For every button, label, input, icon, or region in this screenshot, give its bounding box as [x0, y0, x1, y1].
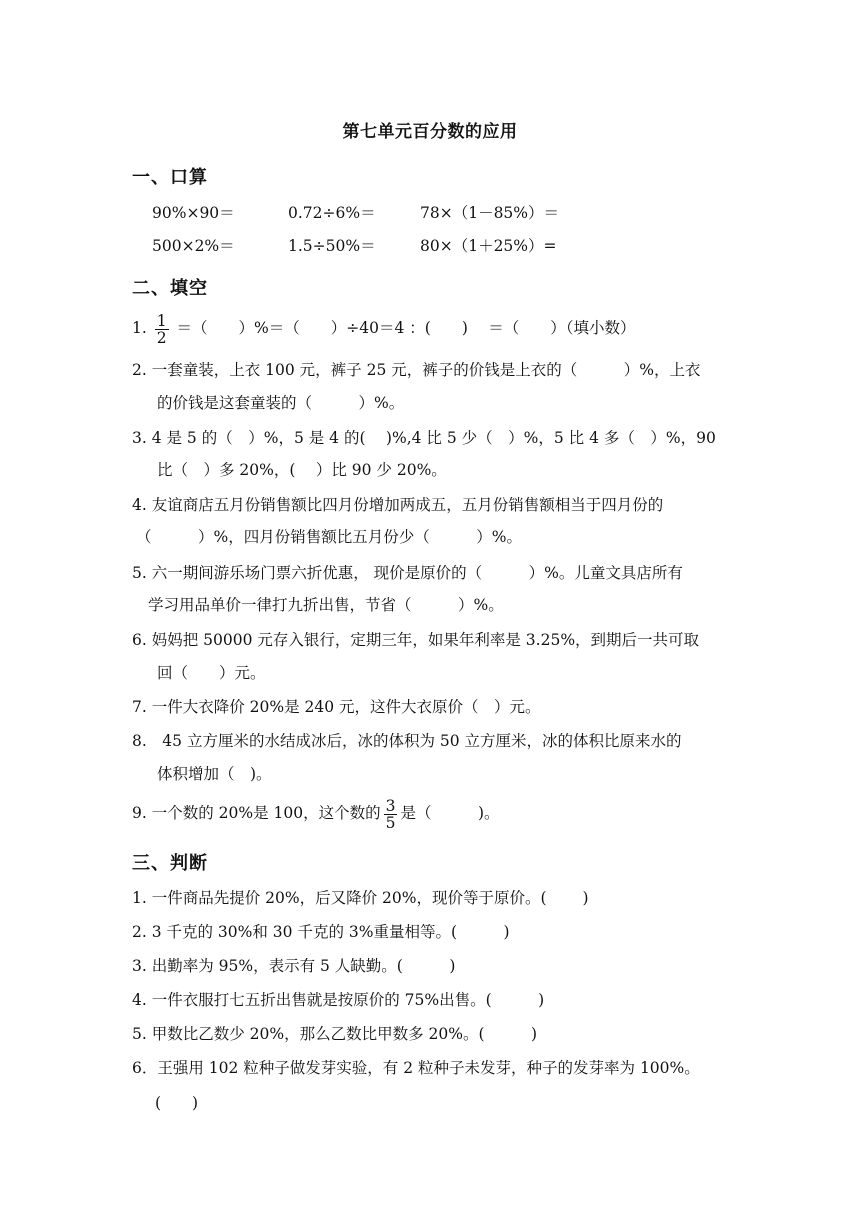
fill-question-7: 7. 一件大衣降价 20%是 240 元，这件大衣原价（ ）元。 [132, 698, 541, 716]
fill-question-8-cont: 体积增加（ )。 [157, 765, 272, 783]
fill-question-4-cont: （ ）%，四月份销售额比五月份少（ ）%。 [136, 528, 522, 546]
judge-question-6: 6．王强用 102 粒种子做发芽实验，有 2 粒种子未发芽，种子的发芽率为 100%。 [132, 1059, 700, 1077]
judge-question-2: 2. 3 千克的 30%和 30 千克的 3%重量相等。( ) [132, 923, 510, 941]
fraction-one-half: $\frac{1}{2}$ [156, 311, 167, 347]
oral-item: 500×2%＝ [152, 237, 235, 255]
fill-question-1 [132, 308, 636, 348]
fill-question-5-cont: 学习用品单价一律打九折出售，节省（ ）%。 [148, 596, 504, 614]
page-title: 第七单元百分数的应用 [342, 122, 518, 142]
fill-question-8: 8. 45 立方厘米的水结成冰后，冰的体积为 50 立方厘米，冰的体积比原来水的 [132, 732, 682, 750]
question-text: 是（ )。 [400, 804, 500, 822]
judge-question-1: 1. 一件商品先提价 20%，后又降价 20%，现价等于原价。( ) [132, 889, 589, 907]
fill-question-9 [132, 793, 500, 833]
oral-item: 78×（1－85%）＝ [420, 204, 560, 222]
question-number: 1. [132, 319, 147, 337]
judge-question-3: 3. 出勤率为 95%，表示有 5 人缺勤。( ) [132, 957, 456, 975]
section-heading-fill: 二、填空 [132, 278, 208, 299]
oral-item: 90%×90＝ [152, 204, 235, 222]
fill-question-2-cont: 的价钱是这套童装的（ ）%。 [157, 394, 405, 412]
fill-question-3: 3. 4 是 5 的（ ）%，5 是 4 的( )%,4 比 5 少（ ）%，5 比 4 多（ ）%，90 [132, 429, 716, 447]
fill-question-4: 4. 友谊商店五月份销售额比四月份增加两成五，五月份销售额相当于四月份的 [132, 496, 664, 514]
oral-item: 1.5÷50%＝ [288, 237, 376, 255]
question-text: ＝（ ）%＝（ ）÷40＝4 ：( ) ＝（ ）（填小数） [176, 319, 636, 337]
judge-question-4: 4. 一件衣服打七五折出售就是按原价的 75%出售。( ) [132, 991, 545, 1009]
judge-question-5: 5. 甲数比乙数少 20%，那么乙数比甲数多 20%。( ) [132, 1025, 538, 1043]
question-text: 9. 一个数的 20%是 100，这个数的 [132, 804, 381, 822]
fill-question-2: 2. 一套童装，上衣 100 元，裤子 25 元，裤子的价钱是上衣的（ ）%，上衣 [132, 361, 701, 379]
fill-question-6: 6. 妈妈把 50000 元存入银行，定期三年，如果年利率是 3.25%，到期后一共可取 [132, 631, 700, 649]
oral-item: 80×（1＋25%）= [420, 237, 557, 255]
fraction-three-fifths: $\frac{3}{5}$ [385, 796, 396, 832]
section-heading-oral: 一、口算 [132, 167, 208, 188]
fill-question-3-cont: 比（ ）多 20%，( ）比 90 少 20%。 [157, 461, 447, 479]
section-heading-judge: 三、判断 [132, 853, 208, 874]
fill-question-5: 5. 六一期间游乐场门票六折优惠， 现价是原价的（ ）%。儿童文具店所有 [132, 564, 683, 582]
fill-question-6-cont: 回（ ）元。 [157, 664, 266, 682]
oral-item: 0.72÷6%＝ [288, 204, 376, 222]
judge-question-6-cont: ( ) [155, 1094, 199, 1112]
